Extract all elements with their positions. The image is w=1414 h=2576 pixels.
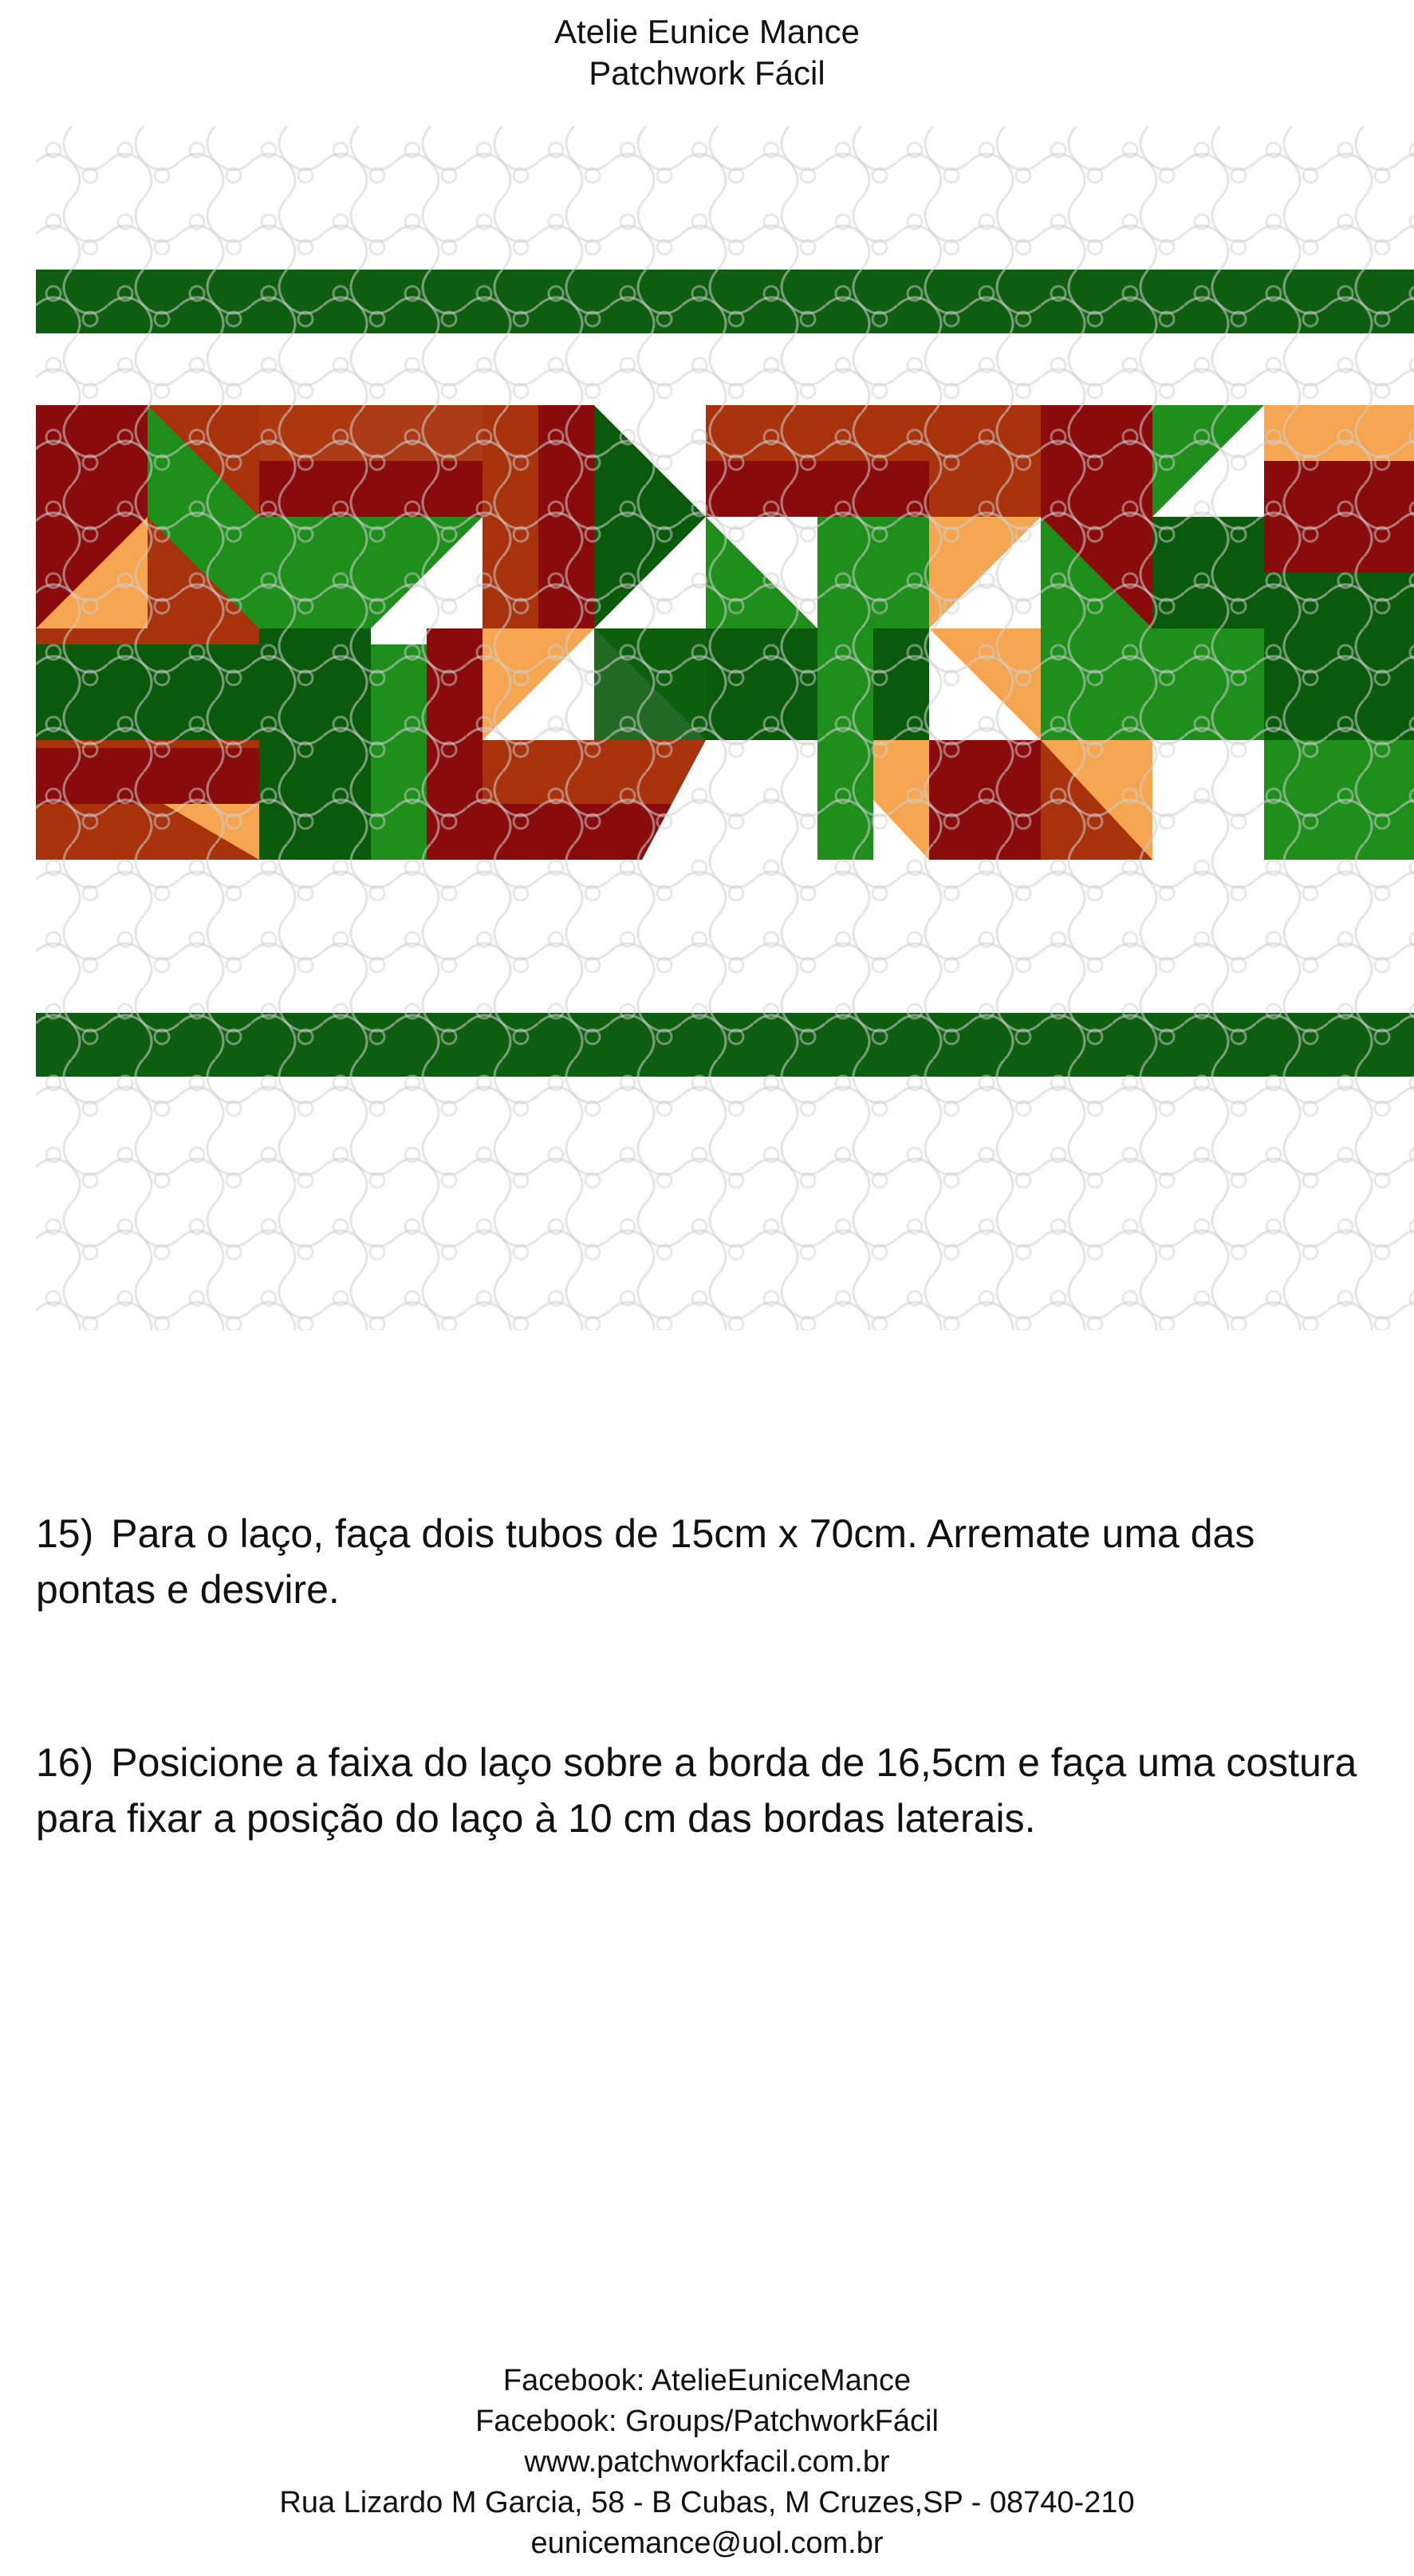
facebook-group: Facebook: Groups/PatchworkFácil bbox=[475, 2405, 939, 2438]
page-header bbox=[0, 11, 1414, 94]
instruction-step-15 bbox=[36, 1506, 1376, 1617]
step-number: 16) bbox=[36, 1740, 94, 1785]
website: www.patchworkfacil.com.br bbox=[524, 2445, 890, 2479]
brand-name: Patchwork Fácil bbox=[589, 54, 825, 92]
page-footer bbox=[0, 2361, 1414, 2564]
step-text: Para o laço, faça dois tubos de 15cm x 70cm. Arremate uma das pontas e desvire. bbox=[36, 1511, 1255, 1612]
instruction-step-16 bbox=[36, 1735, 1376, 1846]
atelier-name: Atelie Eunice Mance bbox=[554, 13, 860, 50]
address: Rua Lizardo M Garcia, 58 - B Cubas, M Cruzes,SP - 08740-210 bbox=[279, 2486, 1135, 2519]
step-text: Posicione a faixa do laço sobre a borda de 16,5cm e faça uma costura para fixar a posição do laço à 10 cm das bordas laterais. bbox=[36, 1740, 1357, 1841]
step-number: 15) bbox=[36, 1511, 94, 1556]
patchwork-border-image bbox=[36, 126, 1414, 1330]
email: eunicemance@uol.com.br bbox=[530, 2527, 884, 2560]
facebook-page: Facebook: AtelieEuniceMance bbox=[502, 2364, 912, 2397]
patchwork-border-pattern-icon bbox=[36, 126, 1414, 1330]
